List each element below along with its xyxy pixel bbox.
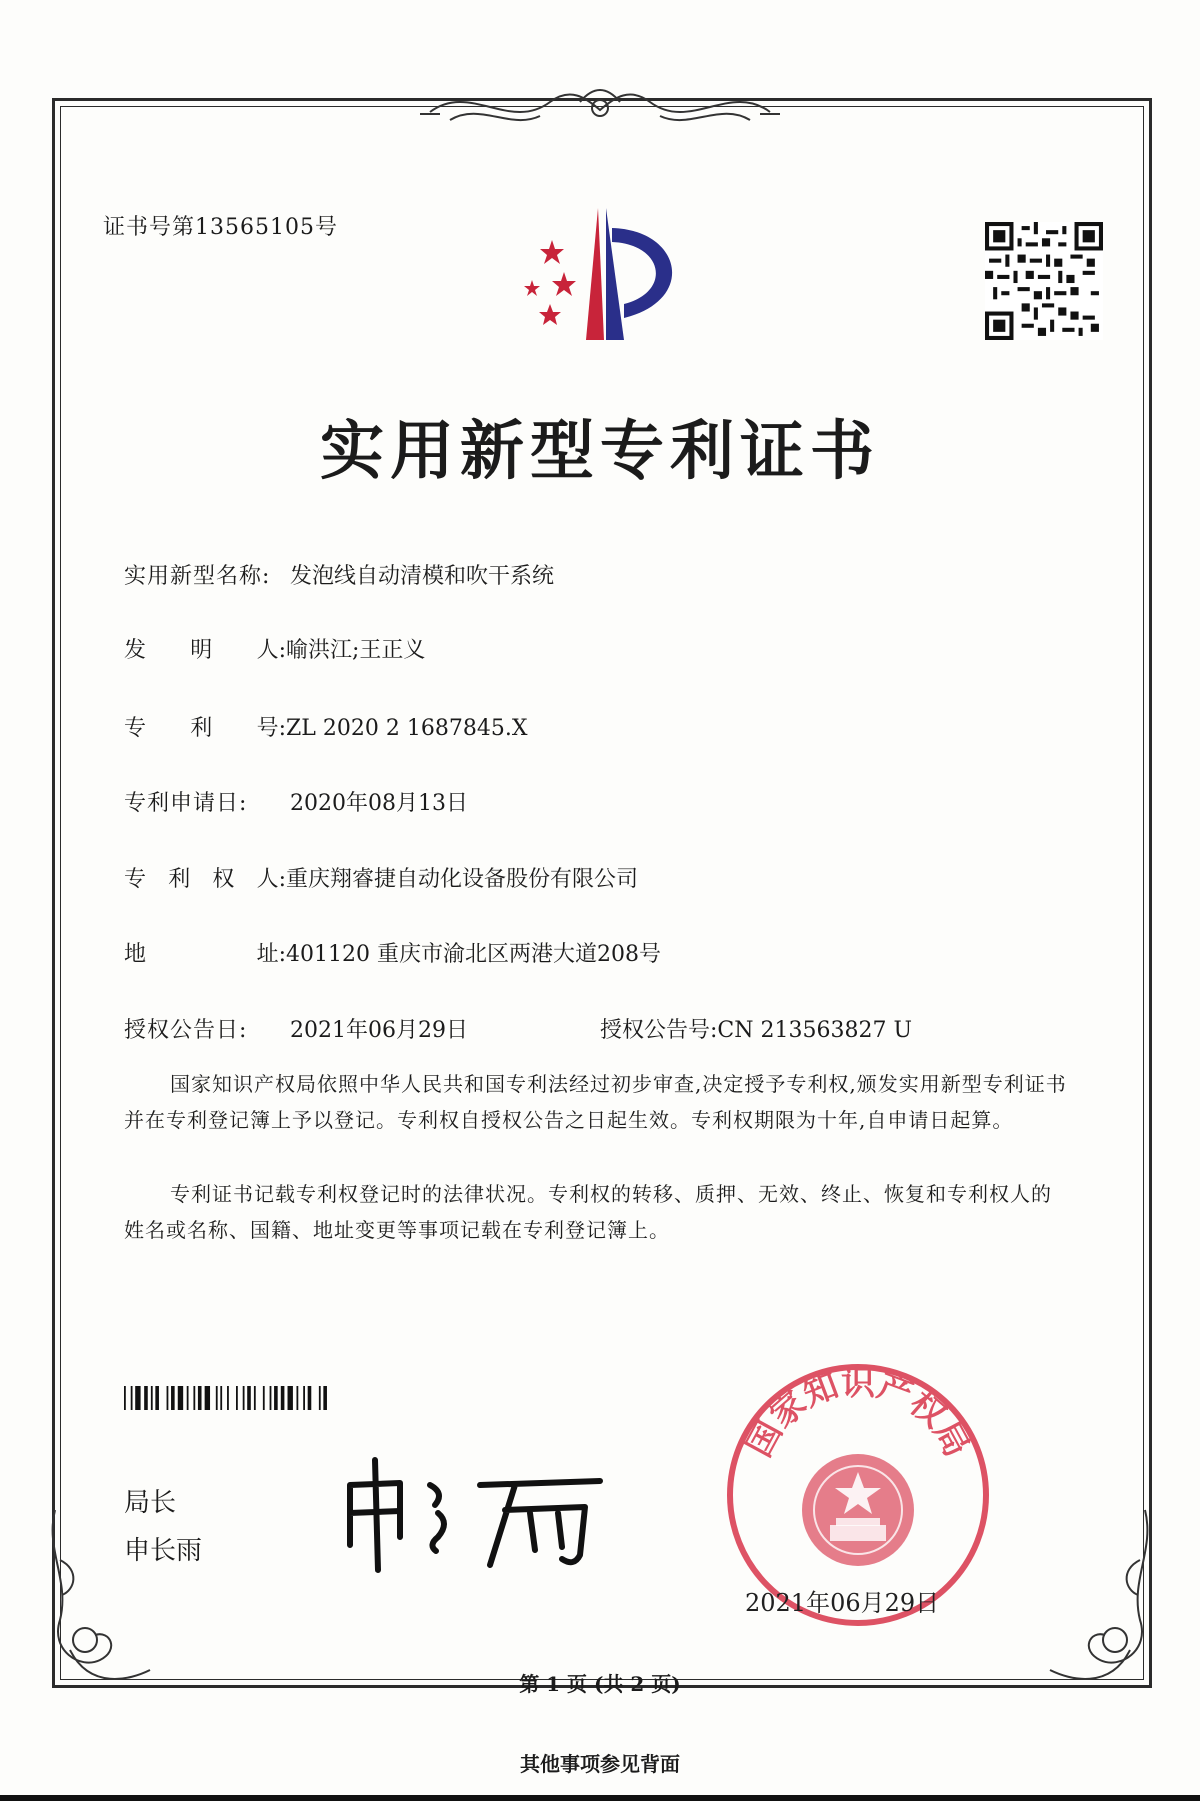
patent-number-label [124, 711, 286, 742]
grant-date-row [124, 1013, 468, 1044]
inventor-label-char: 明 [190, 638, 213, 663]
grant-number-label: 授权公告号: [600, 1018, 718, 1043]
patentee-label-char: 专 [124, 867, 147, 892]
patent-number-row [124, 711, 528, 742]
utility-model-name-label: 实用新型名称: [124, 564, 271, 589]
patentee-label-char: 利 [168, 867, 191, 892]
inventor-row [124, 633, 425, 664]
inventor-label-char: 人: [256, 638, 286, 663]
patentee-row [124, 862, 638, 893]
patentee-value: 重庆翔睿捷自动化设备股份有限公司 [286, 867, 639, 892]
patent-number-label-char: 专 [124, 716, 147, 741]
patent-number-label-char: 利 [190, 716, 213, 741]
top-ornament [410, 72, 790, 142]
patentee-label-char: 权 [212, 867, 235, 892]
certificate-number: 证书号第13565105号 [103, 215, 338, 240]
seal-date: 2021年06月29日 [745, 1589, 940, 1617]
address-label [124, 937, 286, 968]
footer-note: 其他事项参见背面 [520, 1752, 680, 1776]
inventor-label [124, 633, 286, 664]
legal-status-paragraph: 专利证书记载专利权登记时的法律状况。专利权的转移、质押、无效、终止、恢复和专利权人的姓名或名称、国籍、地址变更等事项记载在专利登记簿上。 [124, 1182, 1052, 1242]
qr-code [985, 222, 1103, 340]
filing-date-row [124, 786, 468, 817]
director-name: 申长雨 [124, 1536, 203, 1566]
grant-statement-paragraph: 国家知识产权局依照中华人民共和国专利法经过初步审查,决定授予专利权,颁发实用新型专利证书并在专利登记簿上予以登记。专利权自授权公告之日起生效。专利权期限为十年,自申请日起算。 [124, 1072, 1067, 1132]
patent-number-label-char: 号: [256, 716, 286, 741]
inventor-label-char: 发 [124, 638, 147, 663]
grant-number-value: CN 213563827 U [717, 1018, 913, 1043]
barcode [124, 1386, 444, 1410]
address-label-char: 址: [256, 942, 286, 967]
page-indicator: 第 1 页 (共 2 页) [519, 1672, 681, 1696]
address-value: 401120 重庆市渝北区两港大道208号 [286, 942, 661, 967]
cnipa-logo [512, 200, 702, 350]
grant-date-label: 授权公告日: [124, 1018, 248, 1043]
address-label-char: 地 [124, 942, 147, 967]
filing-date-label: 专利申请日: [124, 791, 248, 816]
patentee-label-char: 人: [256, 867, 286, 892]
address-row [124, 937, 661, 968]
utility-model-name-row [124, 559, 554, 590]
bottom-edge-band [0, 1795, 1200, 1801]
patentee-label [124, 862, 286, 893]
svg-text:国家知识产权局: 国家知识产权局 [739, 1363, 977, 1464]
filing-date-value: 2020年08月13日 [290, 791, 468, 816]
director-signature [330, 1455, 610, 1575]
certificate-title: 实用新型专利证书 [320, 415, 880, 489]
director-title: 局长 [124, 1488, 177, 1518]
inventor-value: 喻洪江;王正义 [286, 638, 426, 663]
grant-number-row [600, 1013, 912, 1044]
patent-number-value: ZL 2020 2 1687845.X [286, 716, 528, 741]
grant-date-value: 2021年06月29日 [290, 1018, 468, 1043]
utility-model-name-value: 发泡线自动清模和吹干系统 [290, 564, 555, 589]
